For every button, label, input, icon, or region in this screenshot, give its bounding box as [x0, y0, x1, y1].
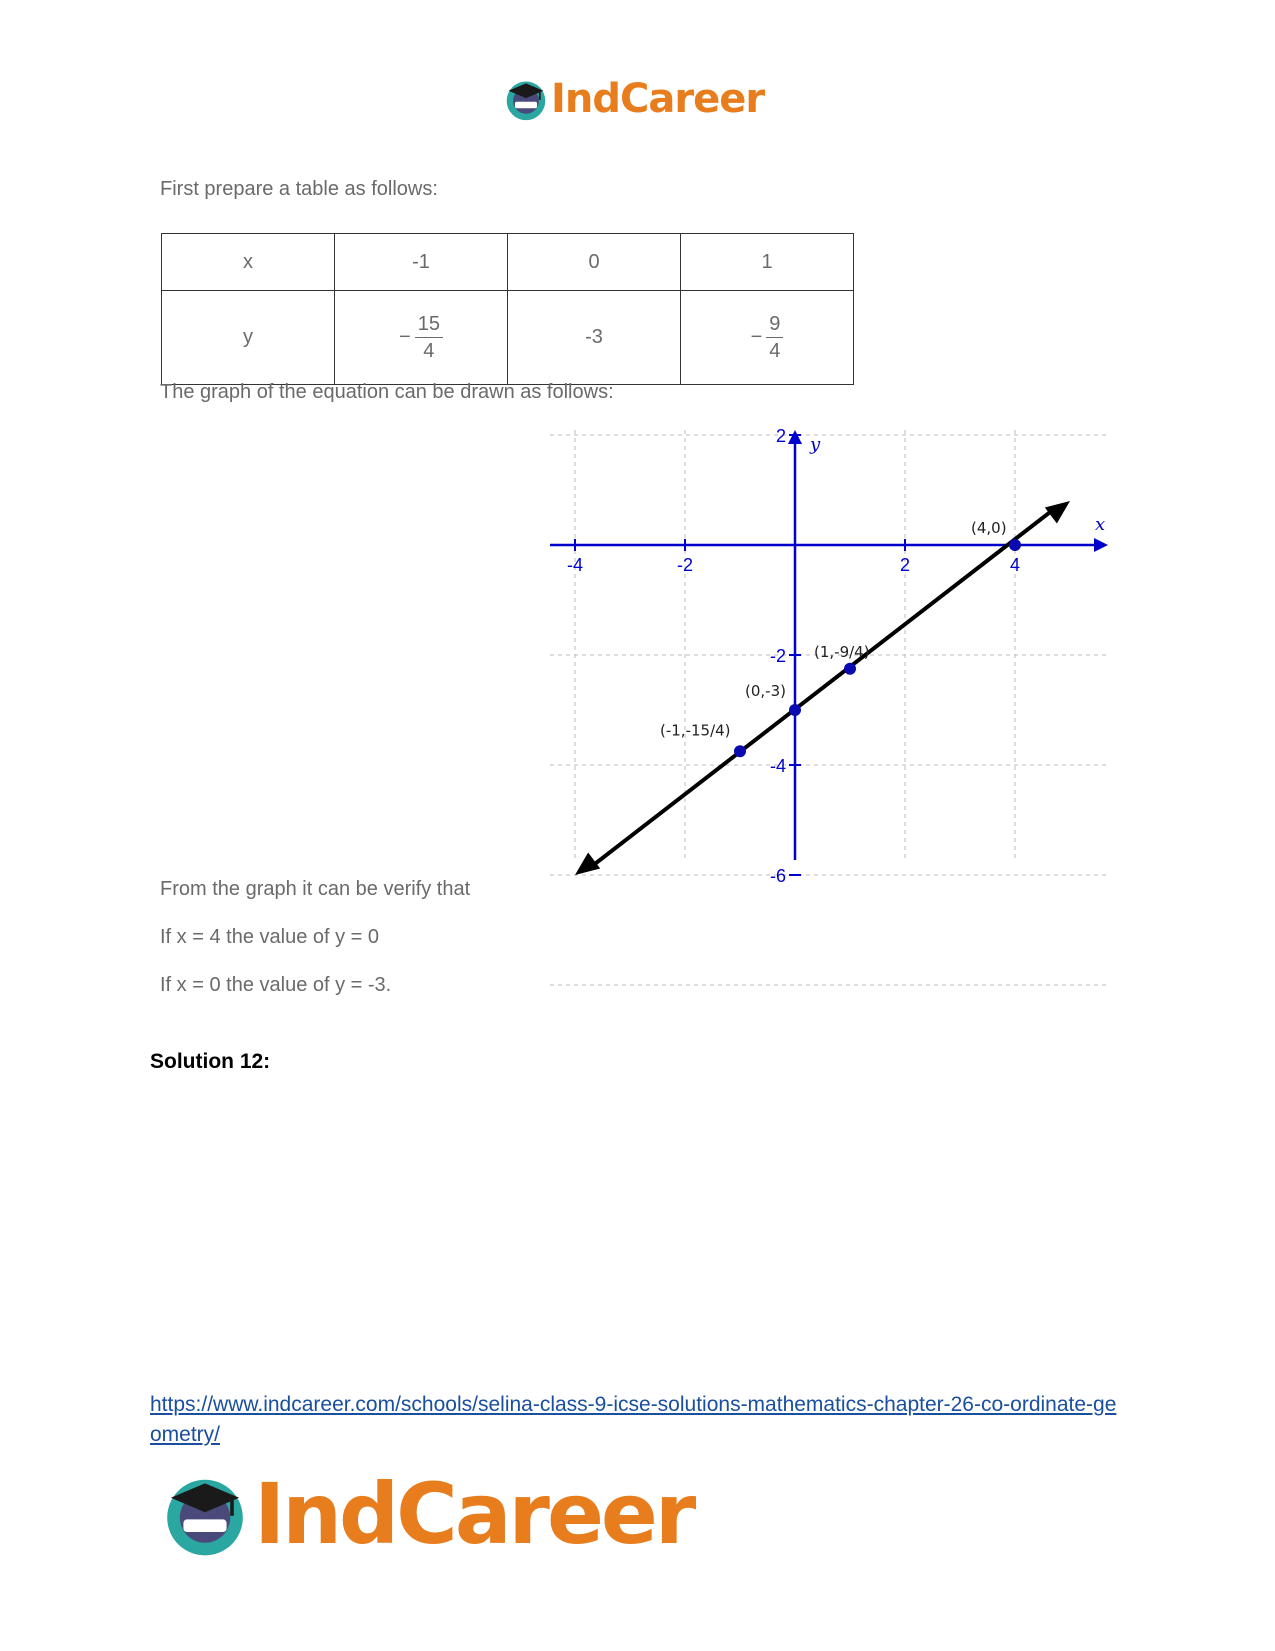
- data-point-label: (4,0): [971, 519, 1007, 537]
- data-point: [734, 745, 746, 757]
- verify-line-2: If x = 0 the value of y = -3.: [160, 974, 392, 996]
- table-cell-fraction: [681, 291, 854, 385]
- data-point: [789, 704, 801, 716]
- table-cell-y-label: y: [162, 291, 335, 385]
- header-logo: [503, 76, 764, 122]
- y-tick-label: -2: [769, 646, 786, 666]
- table-row-x: [162, 234, 854, 291]
- x-axis-label: x: [1095, 514, 1106, 535]
- line-arrow-end: [1045, 501, 1070, 523]
- data-point: [1009, 539, 1021, 551]
- graduation-cap-logo-icon: [160, 1469, 250, 1559]
- x-tick-label: -4: [566, 555, 584, 575]
- source-link[interactable]: https://www.indcareer.com/schools/selina-class-9-icse-solutions-mathematics-chapter-26-co-ordinate-geometry/: [150, 1393, 1117, 1446]
- logo-wordmark: IndCareer: [551, 76, 765, 122]
- x-tick-label: 2: [899, 555, 911, 575]
- table-cell: 1: [681, 234, 854, 291]
- fraction-denominator: 4: [769, 340, 781, 362]
- fraction-sign: −: [399, 326, 411, 348]
- table-cell: -1: [335, 234, 508, 291]
- fraction-sign: −: [750, 326, 763, 348]
- y-tick-label: 2: [775, 426, 786, 446]
- x-axis-arrow: [1094, 538, 1108, 552]
- value-table: [161, 233, 854, 385]
- data-point-label: (-1,-15/4): [660, 721, 731, 740]
- data-point-label: (1,-9/4): [814, 642, 870, 661]
- fraction-denominator: 4: [423, 340, 435, 362]
- data-point-label: (0,-3): [745, 682, 786, 700]
- x-tick-label: -2: [676, 555, 694, 575]
- fraction-numerator: 15: [415, 313, 443, 338]
- table-cell: -3: [508, 291, 681, 385]
- intro-text: First prepare a table as follows:: [160, 178, 438, 200]
- graph-intro-text: The graph of the equation can be drawn as follows:: [160, 381, 614, 403]
- table-cell-x-label: x: [162, 234, 335, 291]
- fraction-numerator: 9: [766, 313, 783, 338]
- line-graph: [550, 426, 1110, 886]
- footer-logo: [160, 1465, 693, 1563]
- plotted-line: [587, 506, 1058, 870]
- y-axis-label: y: [810, 434, 821, 455]
- table-row-y: [162, 291, 854, 385]
- data-point: [844, 663, 856, 675]
- logo-wordmark: IndCareer: [254, 1465, 694, 1563]
- table-cell: 0: [508, 234, 681, 291]
- solution-heading: Solution 12:: [150, 1050, 271, 1073]
- verify-line-1: If x = 4 the value of y = 0: [160, 926, 380, 948]
- y-tick-label: -4: [769, 756, 786, 776]
- line-arrow-start: [575, 853, 600, 875]
- y-tick-label: -6: [769, 866, 786, 886]
- table-cell-fraction: [335, 291, 508, 385]
- y-axis-arrow: [788, 430, 802, 444]
- verify-text: From the graph it can be verify that: [160, 878, 471, 900]
- x-tick-label: 4: [1009, 555, 1021, 575]
- graduation-cap-logo-icon: [503, 76, 549, 122]
